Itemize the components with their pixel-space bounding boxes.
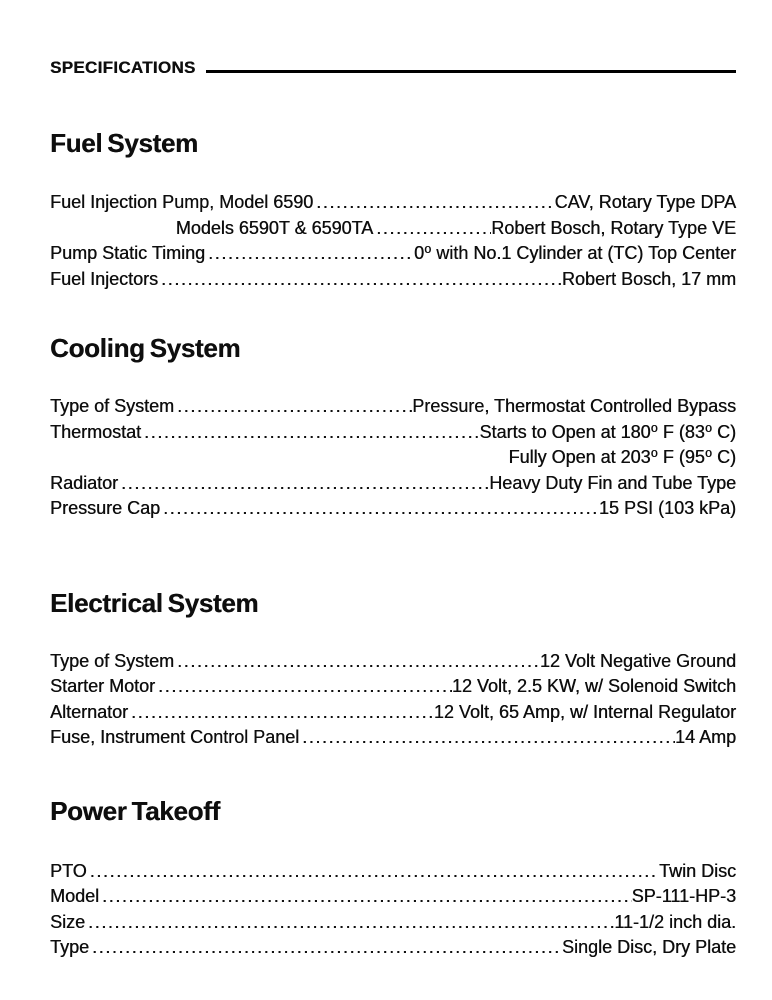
dot-leader [118, 471, 489, 497]
dot-leader [174, 394, 412, 420]
spec-value: Heavy Duty Fin and Tube Type [489, 472, 736, 493]
dot-leader [174, 649, 540, 675]
spec-label: Fuel Injection Pump, Model 6590 [50, 192, 314, 212]
spec-value: Robert Bosch, 17 mm [561, 268, 736, 289]
spec-label: Fuel Injectors [50, 268, 159, 289]
spec-row [50, 935, 736, 961]
spec-label: Type of System [50, 396, 175, 416]
spec-value: Fully Open at 203⁰ F (95⁰ C) [508, 447, 736, 467]
dot-leader [160, 496, 599, 522]
spec-row [50, 190, 736, 216]
spec-label: Model [50, 886, 100, 906]
spec-label: Type [50, 937, 90, 957]
section-fuel-system [50, 129, 736, 292]
spec-row [50, 445, 736, 471]
spec-value: 0⁰ with No.1 Cylinder at (TC) Top Center [413, 243, 736, 263]
document-header [50, 58, 736, 78]
section-heading: Power Takeoff [50, 795, 220, 826]
spec-rows [50, 649, 736, 751]
spec-label: Type of System [50, 650, 175, 671]
spec-row [50, 267, 736, 293]
spec-label: Radiator [50, 472, 119, 493]
spec-value: CAV, Rotary Type DPA [554, 192, 736, 212]
spec-row [50, 859, 736, 885]
document-title: SPECIFICATIONS [50, 58, 196, 77]
dot-leader [89, 935, 562, 961]
spec-label: PTO [50, 860, 87, 881]
dot-leader [205, 241, 414, 267]
spec-value: 12 Volt, 2.5 KW, w/ Solenoid Switch [451, 676, 736, 696]
spec-value: 14 Amp [674, 727, 736, 747]
spec-label: Alternator [50, 701, 129, 722]
spec-row [50, 496, 736, 522]
dot-leader [158, 267, 562, 293]
spec-label: Starter Motor [50, 676, 156, 696]
spec-value: 12 Volt, 65 Amp, w/ Internal Regulator [433, 701, 736, 722]
dot-leader [128, 700, 434, 726]
spec-row [50, 471, 736, 497]
section-heading: Electrical System [50, 587, 259, 618]
spec-value: Starts to Open at 180⁰ F (83⁰ C) [479, 421, 736, 442]
spec-label: Fuse, Instrument Control Panel [50, 727, 300, 747]
dot-leader [313, 190, 554, 216]
spec-value: SP-111-HP-3 [631, 886, 736, 906]
spec-row [50, 420, 736, 446]
header-rule [206, 70, 736, 73]
spec-row [50, 884, 736, 910]
spec-label: Models 6590T & 6590TA [175, 217, 374, 238]
spec-row [50, 674, 736, 700]
spec-row [50, 725, 736, 751]
spec-value: 15 PSI (103 kPa) [598, 498, 736, 518]
spec-label: Pump Static Timing [50, 243, 206, 263]
spec-rows [50, 394, 736, 522]
section-heading: Fuel System [50, 128, 198, 158]
section-electrical-system [50, 589, 736, 751]
spec-row [50, 241, 736, 267]
spec-label: Thermostat [50, 421, 142, 442]
dot-leader [99, 884, 632, 910]
spec-label: Pressure Cap [50, 498, 161, 518]
spec-rows [50, 859, 736, 961]
section-power-takeoff [50, 797, 736, 961]
spec-row [50, 394, 736, 420]
spec-value: Pressure, Thermostat Controlled Bypass [412, 396, 736, 416]
spec-label: Size [50, 911, 86, 932]
spec-value: Twin Disc [658, 860, 736, 881]
spec-row [50, 700, 736, 726]
dot-leader [141, 420, 479, 446]
spec-row [50, 910, 736, 936]
spec-value: 12 Volt Negative Ground [539, 650, 736, 671]
dot-leader [373, 216, 491, 242]
dot-leader [85, 910, 614, 936]
section-cooling-system [50, 334, 736, 522]
spec-value: Robert Bosch, Rotary Type VE [491, 217, 736, 238]
spec-row [50, 649, 736, 675]
spec-rows [50, 190, 736, 292]
section-heading: Cooling System [50, 333, 241, 363]
spec-value: Single Disc, Dry Plate [561, 937, 736, 957]
dot-leader [299, 725, 675, 751]
spec-value: 11-1/2 inch dia. [614, 911, 736, 932]
spec-row [50, 216, 736, 242]
dot-leader [155, 674, 452, 700]
dot-leader [87, 859, 659, 885]
